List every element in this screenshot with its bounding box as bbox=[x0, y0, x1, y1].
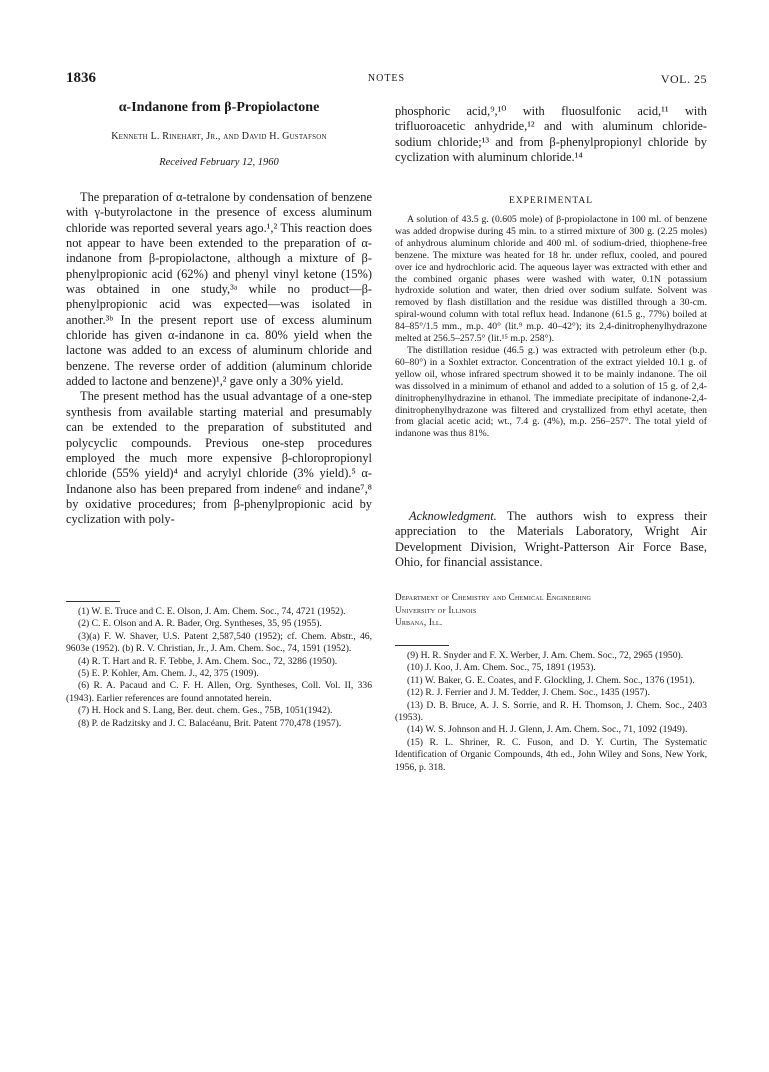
footnotes-right bbox=[395, 650, 707, 774]
footnote-rule bbox=[66, 601, 120, 602]
footnote: (8) P. de Radzitsky and J. C. Balacéanu, Brit. Patent 770,478 (1957). bbox=[78, 717, 342, 729]
article-authors: Kenneth L. Rinehart, Jr., and David H. Gustafson bbox=[111, 131, 327, 142]
experimental-paragraph: A solution of 43.5 g. (0.605 mole) of β-propiolactone in 100 ml. of benzene was added dropwise during 45 min. to a stirred mixture of 300 g. (2.25 moles) of anhydrous aluminum chloride and 400 ml. of sodium-dried, thiophene-free benzene. The mixture was heated for 18 hr. under reflux, cooled, and poured over ice and hydrochloric acid. The aqueous layer was extracted with ether and the combined organic phases were washed with water, 0.1N potassium hydroxide solution and water, then dried over sodium sulfate. Solvent was removed by flash distillation and the residue was distilled through a 30-cm. spiral-wound column with total reflux head. Indanone (61.5 g., 77%) boiled at 84–85°/1.5 mm., m.p. 40° (lit.⁹ m.p. 40–42°); its 2,4-dinitrophenylhydrazone melted at 256.5–257.5° (lit.¹⁵ m.p. 258°). bbox=[395, 214, 707, 345]
experimental-paragraph: The distillation residue (46.5 g.) was extracted with petroleum ether (b.p. 60–80°) in a Soxhlet extractor. Concentration of the extract yielded 10.1 g. of yellow oil, whose infrared spectrum showed it to be mainly indanone. The oil was dissolved in a minimum of ethanol and added to a solution of 15 g. of 2,4-dinitrophenylhydrazine in ethanol. The immediate precipitate of indanone-2,4-dinitrophenylhydrazone was filtered and crystallized from ethyl acetate, then from glacial acetic acid; wt., 7.4 g. (4%), m.p. 256–257°. The total yield of indanone was thus 81%. bbox=[395, 344, 707, 440]
affiliation-department: Department of Chemistry and Chemical Engineering bbox=[395, 592, 592, 602]
footnote-rule bbox=[395, 645, 449, 646]
article-title: α-Indanone from β-Propiolactone bbox=[118, 100, 320, 115]
footnote: (3)(a) F. W. Shaver, U.S. Patent 2,587,540 (1952); cf. Chem. Abstr., 46, 9603e (1952). (b) R. V. Christian, Jr., J. Am. Chem. Soc., 74, 1591 (1952). bbox=[66, 630, 372, 655]
running-header bbox=[66, 70, 707, 90]
section-label: NOTES bbox=[367, 73, 406, 84]
affiliation-university: University of Illinois bbox=[395, 604, 477, 615]
affiliation-city: Urbana, Ill. bbox=[395, 617, 443, 628]
received-date: Received February 12, 1960 bbox=[159, 157, 279, 168]
acknowledgment bbox=[395, 509, 707, 570]
experimental-heading: EXPERIMENTAL bbox=[508, 196, 594, 206]
author-affiliation bbox=[395, 591, 707, 629]
footnote: (15) R. L. Shriner, R. C. Fuson, and D. Y. Curtin, The Systematic Identification of Organic Compounds, 4th ed., John Wiley and Sons, New York, 1956, p. 318. bbox=[395, 736, 707, 773]
experimental-section bbox=[395, 214, 707, 440]
footnote: (13) D. B. Bruce, A. J. S. Sorrie, and R. H. Thomson, J. Chem. Soc., 2403 (1953). bbox=[395, 699, 707, 724]
footnote: (9) H. R. Snyder and F. X. Werber, J. Am. Chem. Soc., 72, 2965 (1950). bbox=[407, 650, 684, 661]
footnote: (12) R. J. Ferrier and J. M. Tedder, J. Chem. Soc., 1435 (1957). bbox=[407, 687, 650, 699]
acknowledgment-lead: Acknowledgment. bbox=[409, 509, 497, 523]
acknowledgment-text: The authors wish to express their appreciation to the Materials Laboratory, Wright Air Development Division, Wright-Patterson Air Force Base, Ohio, for financial assistance. bbox=[395, 509, 707, 569]
body-paragraph: The preparation of α-tetralone by condensation of benzene with γ-butyrolactone in the presence of excess aluminum chloride was reported several years ago.¹,² This reaction does not appear to have been extended to the preparation of α-indanone from β-propiolactone, although a mixture of β-phenylpropionic acid (62%) and phenyl vinyl ketone (15%) was obtained in one study,³ᵃ while no product—β-phenylpropionic acid was expected—was isolated in another.³ᵇ In the present report use of excess aluminum chloride has given α-indanone in ca. 80% yield when the lactone was added to an excess of aluminum chloride and benzene. The reverse order of addition (aluminum chloride added to lactone and benzene)¹,² gave only a 30% yield. bbox=[66, 190, 372, 389]
footnote: (1) W. E. Truce and C. E. Olson, J. Am. Chem. Soc., 74, 4721 (1952). bbox=[78, 606, 346, 617]
page-number: 1836 bbox=[66, 70, 96, 86]
footnote: (4) R. T. Hart and R. F. Tebbe, J. Am. Chem. Soc., 72, 3286 (1950). bbox=[78, 655, 338, 667]
volume-label: VOL. 25 bbox=[660, 72, 707, 86]
body-paragraph: The present method has the usual advantage of a one-step synthesis from available starting material and presumably can be extended to the preparation of substituted and polycyclic compounds. Previous one-step procedures employed the much more expensive β-chloropropionyl chloride (55% yield)⁴ and acrylyl chloride (3% yield).⁵ α-Indanone also has been prepared from indene⁶ and indane⁷,⁸ by oxidative procedures; from β-phenylpropionic acid by cyclization with poly- bbox=[66, 389, 372, 527]
acknowledgment-paragraph bbox=[395, 509, 707, 570]
footnote: (14) W. S. Johnson and H. J. Glenn, J. Am. Chem. Soc., 71, 1092 (1949). bbox=[407, 724, 688, 736]
article-body bbox=[66, 190, 372, 528]
footnote: (5) E. P. Kohler, Am. Chem. J., 42, 375 (1909). bbox=[78, 668, 259, 680]
footnote: (2) C. E. Olson and A. R. Bader, Org. Syntheses, 35, 95 (1955). bbox=[78, 618, 322, 630]
footnote: (11) W. Baker, G. E. Coates, and F. Glockling, J. Chem. Soc., 1376 (1951). bbox=[407, 674, 695, 686]
footnote: (7) H. Hock and S. Lang, Ber. deut. chem. Ges., 75B, 1051(1942). bbox=[78, 705, 333, 717]
footnotes-left bbox=[66, 606, 372, 730]
body-continuation bbox=[395, 104, 707, 166]
footnote: (6) R. A. Pacaud and C. F. H. Allen, Org. Syntheses, Coll. Vol. II, 336 (1943). Earlier references are found annotated herein. bbox=[66, 680, 372, 704]
continuation-paragraph: phosphoric acid,⁹,¹⁰ with fluosulfonic acid,¹¹ with trifluoroacetic anhydride,¹² and with aluminum chloride-sodium chloride;¹³ and from β-phenylpropionyl chloride by cyclization with aluminum chloride.¹⁴ bbox=[395, 104, 707, 165]
footnote: (10) J. Koo, J. Am. Chem. Soc., 75, 1891 (1953). bbox=[407, 662, 596, 674]
